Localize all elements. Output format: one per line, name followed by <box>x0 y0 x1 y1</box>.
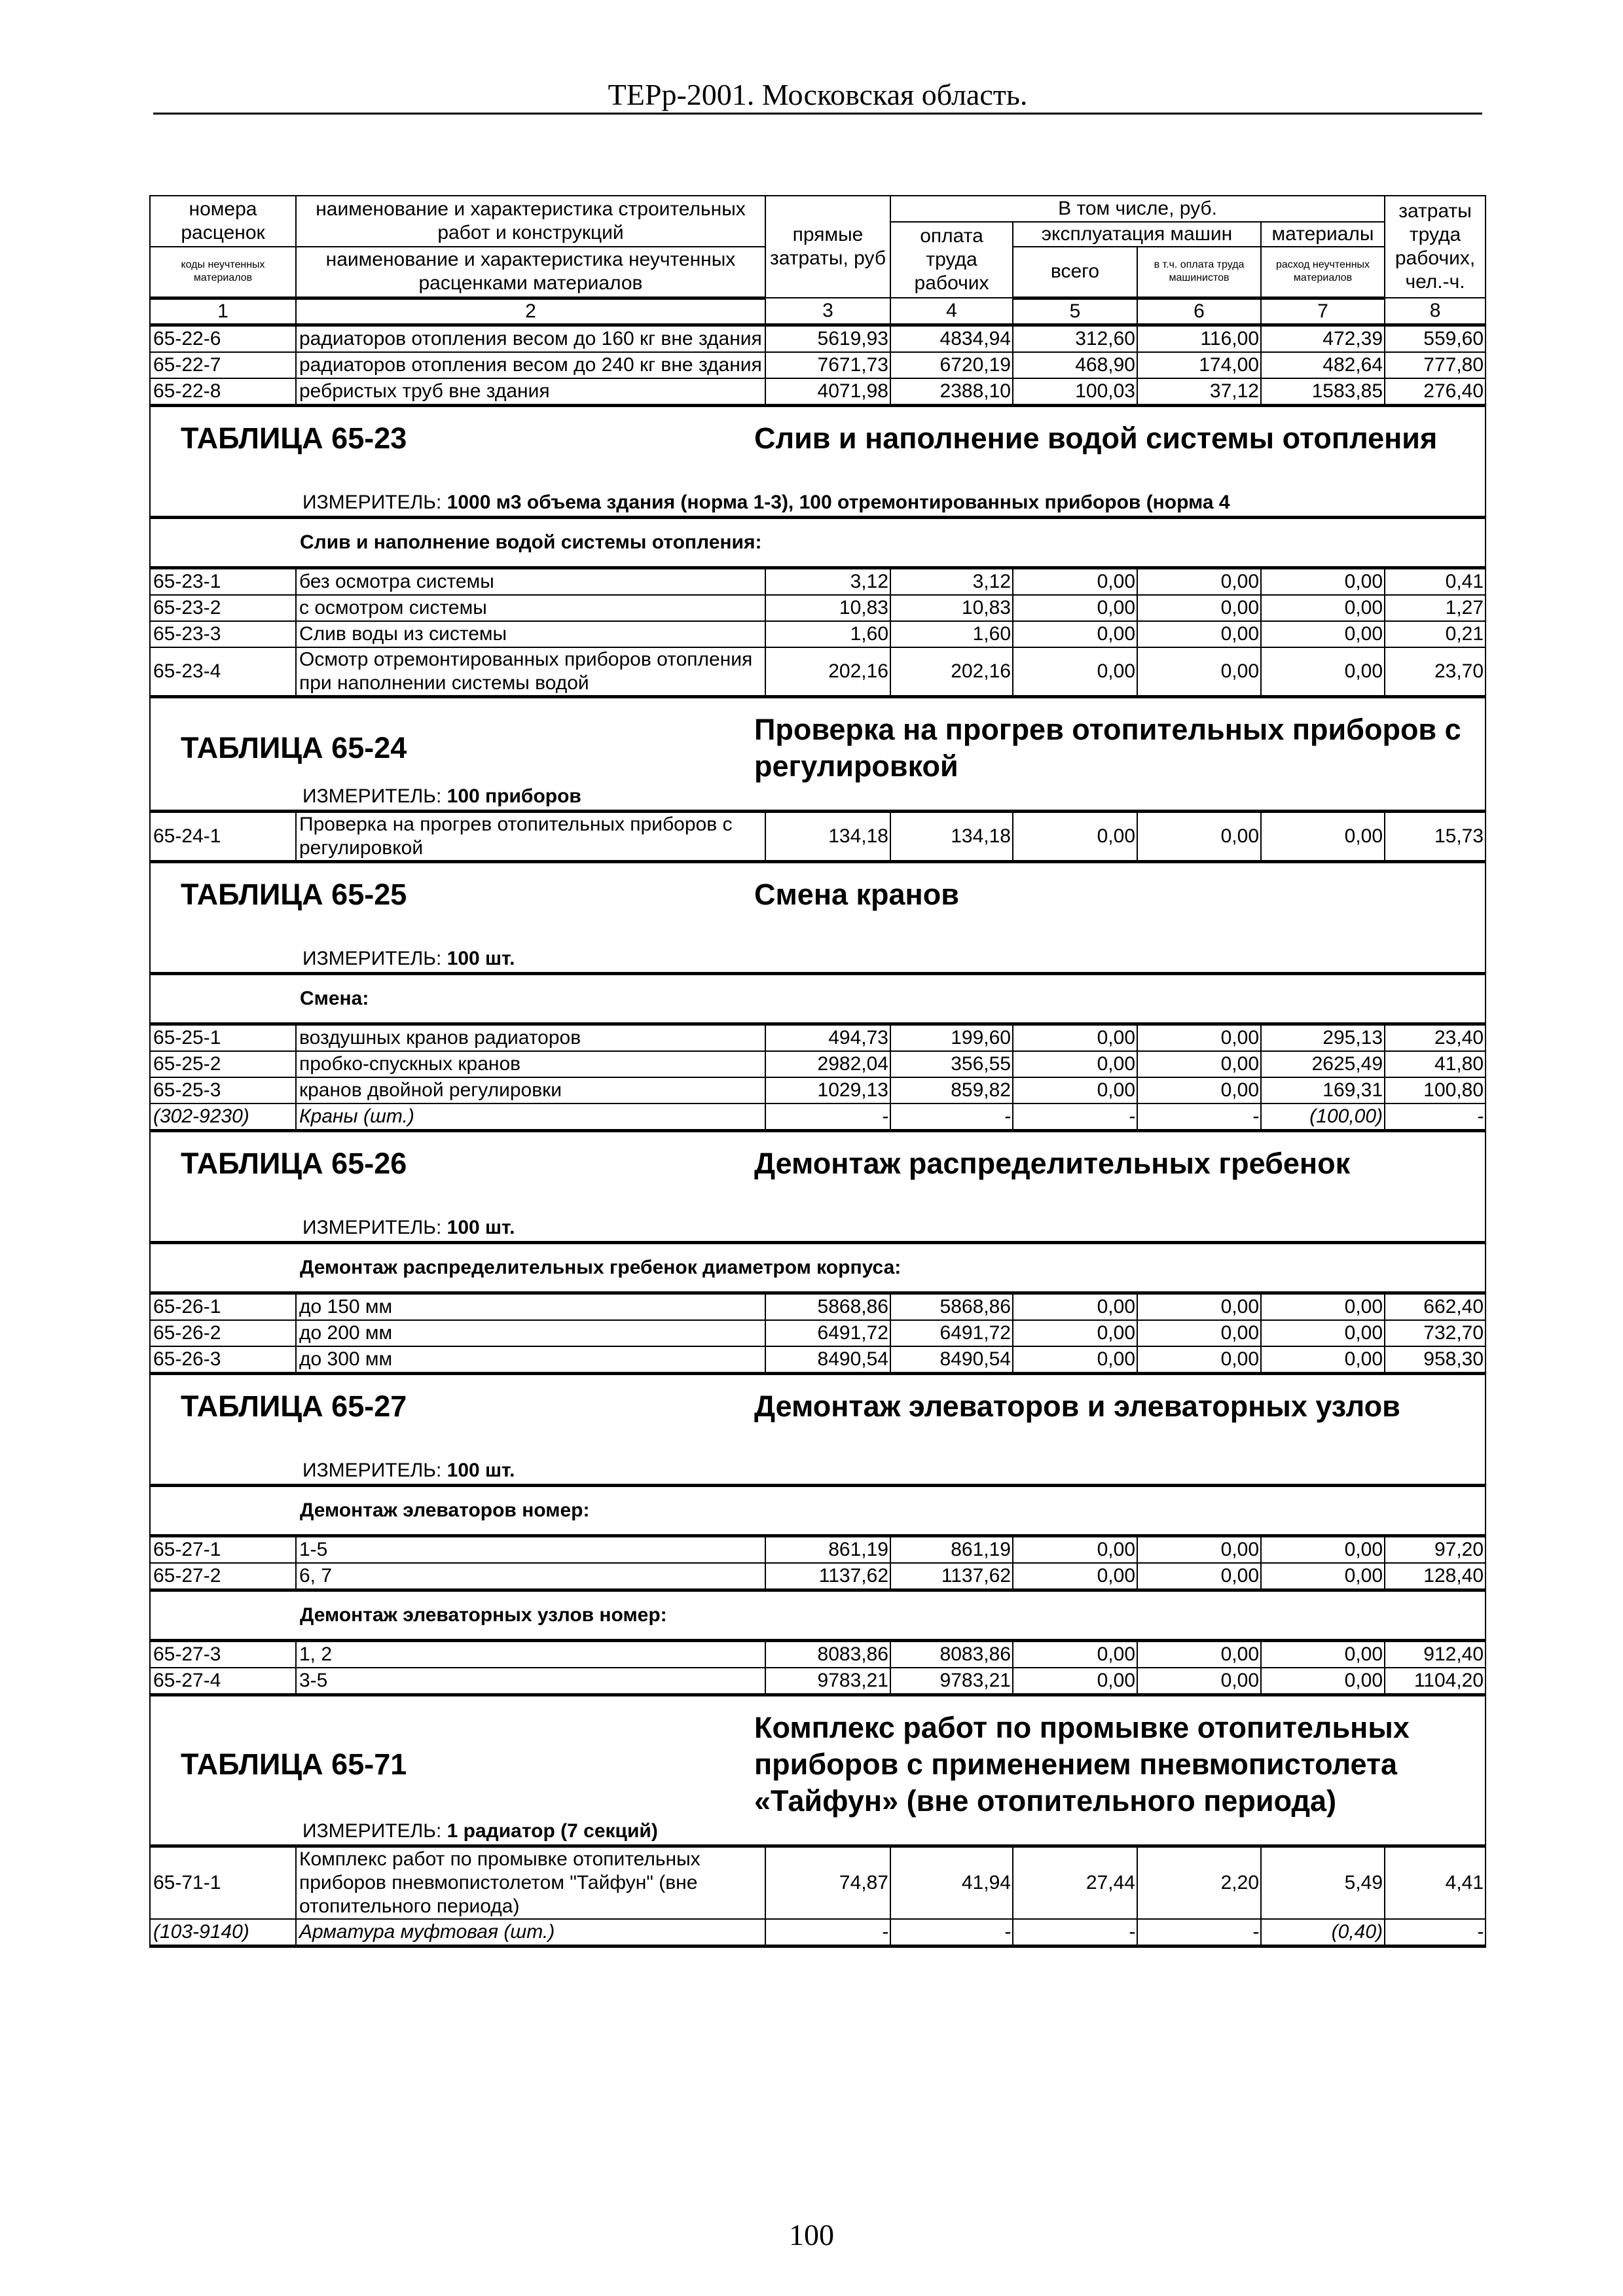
section-block <box>150 861 1486 973</box>
work-name: Осмотр отремонтированных приборов отопления при наполнении системы водой <box>296 647 765 697</box>
section-row <box>150 405 1486 517</box>
value-cell: - <box>1013 1919 1137 1946</box>
value-cell: 0,00 <box>1013 1535 1137 1563</box>
section-heading <box>151 863 1485 913</box>
value-cell: 0,00 <box>1261 595 1385 621</box>
col-number: 6 <box>1137 298 1261 325</box>
value-cell: 0,00 <box>1137 811 1261 861</box>
value-cell: 482,64 <box>1261 352 1385 378</box>
section-box <box>151 863 1485 972</box>
value-cell: 0,00 <box>1013 595 1137 621</box>
value-cell: 0,00 <box>1013 1640 1137 1668</box>
value-cell: 0,00 <box>1261 811 1385 861</box>
table-row <box>150 1535 1486 1563</box>
value-cell: 0,41 <box>1385 567 1486 595</box>
value-cell: 559,60 <box>1385 325 1486 352</box>
header-col7: расход неучтенных материалов <box>1261 247 1385 298</box>
table-row <box>150 1640 1486 1668</box>
value-cell: 276,40 <box>1385 378 1486 406</box>
value-cell: (0,40) <box>1261 1919 1385 1946</box>
value-cell: 0,00 <box>1013 1024 1137 1051</box>
value-cell: 1104,20 <box>1385 1668 1486 1695</box>
header-group: В том числе, руб. <box>890 196 1385 222</box>
work-name: до 150 мм <box>296 1293 765 1320</box>
value-cell: 23,70 <box>1385 647 1486 697</box>
col-number: 1 <box>150 298 296 325</box>
value-cell: 116,00 <box>1137 325 1261 352</box>
rate-code: 65-25-1 <box>150 1024 296 1051</box>
value-cell: 0,00 <box>1013 1346 1137 1374</box>
measure-label: ИЗМЕРИТЕЛЬ: <box>302 1459 447 1481</box>
rate-code: 65-26-1 <box>150 1293 296 1320</box>
value-cell: 468,90 <box>1013 352 1137 378</box>
value-cell: - <box>890 1103 1013 1131</box>
work-name: пробко-спускных кранов <box>296 1051 765 1077</box>
section-block <box>150 1130 1486 1242</box>
value-cell: - <box>890 1919 1013 1946</box>
table-title: Смена кранов <box>754 877 959 911</box>
header-col3: прямые затраты, руб <box>765 196 890 298</box>
work-name: 1-5 <box>296 1535 765 1563</box>
value-cell: 0,00 <box>1013 1051 1137 1077</box>
value-cell: 0,00 <box>1013 811 1137 861</box>
value-cell: 97,20 <box>1385 1535 1486 1563</box>
value-cell: 0,00 <box>1137 1640 1261 1668</box>
value-cell: 4071,98 <box>765 378 890 406</box>
measure-line <box>151 1820 1485 1844</box>
value-cell: 777,80 <box>1385 352 1486 378</box>
value-cell: 662,40 <box>1385 1293 1486 1320</box>
value-cell: 6720,19 <box>890 352 1013 378</box>
table-row <box>150 647 1486 697</box>
rate-code: 65-23-2 <box>150 595 296 621</box>
value-cell: 5619,93 <box>765 325 890 352</box>
value-cell: 732,70 <box>1385 1320 1486 1346</box>
value-cell: 0,00 <box>1261 1293 1385 1320</box>
value-cell: 0,00 <box>1013 567 1137 595</box>
measure-value: 100 приборов <box>447 785 581 807</box>
rate-code: 65-26-2 <box>150 1320 296 1346</box>
rate-code: (103-9140) <box>150 1919 296 1946</box>
section-heading <box>151 698 1485 785</box>
rate-code: 65-26-3 <box>150 1346 296 1374</box>
subheading: Демонтаж элеваторов номер: <box>150 1485 1486 1535</box>
subheading-row <box>150 517 1486 567</box>
measure-value: 1000 м3 объема здания (норма 1-3), 100 отремонтированных приборов (норма 4 <box>447 491 1230 513</box>
value-cell: 0,00 <box>1013 1077 1137 1103</box>
value-cell: 134,18 <box>890 811 1013 861</box>
value-cell: 0,00 <box>1137 1535 1261 1563</box>
value-cell: 174,00 <box>1137 352 1261 378</box>
section-row <box>150 1373 1486 1485</box>
value-cell: 1137,62 <box>765 1563 890 1590</box>
value-cell: 1,60 <box>765 621 890 647</box>
work-name: Слив воды из системы <box>296 621 765 647</box>
section-box <box>151 407 1485 516</box>
table-row <box>150 352 1486 378</box>
value-cell: 5,49 <box>1261 1846 1385 1919</box>
value-cell: 23,40 <box>1385 1024 1486 1051</box>
section-row <box>150 861 1486 973</box>
value-cell: 494,73 <box>765 1024 890 1051</box>
rate-code: 65-71-1 <box>150 1846 296 1919</box>
table-number: ТАБЛИЦА 65-25 <box>181 877 407 911</box>
col-number: 7 <box>1261 298 1385 325</box>
value-cell: - <box>765 1919 890 1946</box>
value-cell: 8083,86 <box>765 1640 890 1668</box>
section-box <box>151 698 1485 810</box>
col-number: 5 <box>1013 298 1137 325</box>
rate-code: 65-23-3 <box>150 621 296 647</box>
value-cell: 6491,72 <box>765 1320 890 1346</box>
measure-label: ИЗМЕРИТЕЛЬ: <box>302 947 447 969</box>
section-box <box>151 1375 1485 1484</box>
value-cell: 199,60 <box>890 1024 1013 1051</box>
subheading-row <box>150 1485 1486 1535</box>
value-cell: 8490,54 <box>890 1346 1013 1374</box>
section-row <box>150 1695 1486 1846</box>
section-block <box>150 696 1486 811</box>
header-materials: материалы <box>1261 222 1385 247</box>
value-cell: 3,12 <box>890 567 1013 595</box>
value-cell: 0,00 <box>1137 621 1261 647</box>
rate-code: 65-27-3 <box>150 1640 296 1668</box>
table-row <box>150 378 1486 406</box>
value-cell: 0,00 <box>1137 1024 1261 1051</box>
table-row <box>150 1103 1486 1131</box>
measure-label: ИЗМЕРИТЕЛЬ: <box>302 785 447 807</box>
value-cell: 2388,10 <box>890 378 1013 406</box>
value-cell: 1029,13 <box>765 1077 890 1103</box>
rate-code: 65-23-1 <box>150 567 296 595</box>
table-row <box>150 1293 1486 1320</box>
header-col1-bottom: коды неучтенных материалов <box>150 247 296 298</box>
value-cell: 859,82 <box>890 1077 1013 1103</box>
measure-label: ИЗМЕРИТЕЛЬ: <box>302 1216 447 1238</box>
value-cell: 134,18 <box>765 811 890 861</box>
rate-code: 65-27-4 <box>150 1668 296 1695</box>
table-row <box>150 1563 1486 1590</box>
subheading: Демонтаж элеваторных узлов номер: <box>150 1590 1486 1640</box>
value-cell: 0,00 <box>1137 567 1261 595</box>
table-row <box>150 1320 1486 1346</box>
table-row <box>150 621 1486 647</box>
table-row <box>150 811 1486 861</box>
col-number: 4 <box>890 298 1013 325</box>
rate-code: 65-22-7 <box>150 352 296 378</box>
table-number: ТАБЛИЦА 65-26 <box>181 1146 407 1180</box>
value-cell: 1137,62 <box>890 1563 1013 1590</box>
value-cell: 0,00 <box>1013 621 1137 647</box>
header-col2-top: наименование и характеристика строительных работ и конструкций <box>296 196 765 247</box>
subheading: Демонтаж распределительных гребенок диаметром корпуса: <box>150 1242 1486 1293</box>
value-cell: 3,12 <box>765 567 890 595</box>
subheading: Слив и наполнение водой системы отопления: <box>150 517 1486 567</box>
work-name: Краны (шт.) <box>296 1103 765 1131</box>
value-cell: 41,80 <box>1385 1051 1486 1077</box>
measure-line <box>151 1459 1485 1484</box>
work-name: до 300 мм <box>296 1346 765 1374</box>
value-cell: 912,40 <box>1385 1640 1486 1668</box>
col-number: 3 <box>765 298 890 325</box>
value-cell: - <box>765 1103 890 1131</box>
work-name: ребристых труб вне здания <box>296 378 765 406</box>
value-cell: 41,94 <box>890 1846 1013 1919</box>
value-cell: 0,00 <box>1137 1563 1261 1590</box>
rate-code: 65-22-8 <box>150 378 296 406</box>
measure-label: ИЗМЕРИТЕЛЬ: <box>302 1820 447 1842</box>
value-cell: 10,83 <box>765 595 890 621</box>
value-cell: - <box>1385 1919 1486 1946</box>
value-cell: 6491,72 <box>890 1320 1013 1346</box>
value-cell: 0,00 <box>1261 621 1385 647</box>
value-cell: 202,16 <box>765 647 890 697</box>
section-row <box>150 696 1486 811</box>
work-name: радиаторов отопления весом до 160 кг вне здания <box>296 325 765 352</box>
value-cell: 0,00 <box>1137 647 1261 697</box>
value-cell: 0,00 <box>1261 1668 1385 1695</box>
header-machines: эксплуатация машин <box>1013 222 1261 247</box>
table-row <box>150 1077 1486 1103</box>
header-col8: затраты труда рабочих, чел.-ч. <box>1385 196 1486 298</box>
table-number: ТАБЛИЦА 65-24 <box>181 730 407 764</box>
value-cell: 0,00 <box>1137 1668 1261 1695</box>
value-cell: 7671,73 <box>765 352 890 378</box>
value-cell: 0,00 <box>1137 1346 1261 1374</box>
work-name: радиаторов отопления весом до 240 кг вне здания <box>296 352 765 378</box>
subheading-row <box>150 1242 1486 1293</box>
table-title: Комплекс работ по промывке отопительных приборов с применением пневмопистолета «Тайфун» (вне отопительного периода) <box>754 1710 1410 1818</box>
value-cell: 295,13 <box>1261 1024 1385 1051</box>
work-name: Арматура муфтовая (шт.) <box>296 1919 765 1946</box>
value-cell: 169,31 <box>1261 1077 1385 1103</box>
value-cell: 74,87 <box>765 1846 890 1919</box>
subheading-row <box>150 1590 1486 1640</box>
value-cell: 861,19 <box>890 1535 1013 1563</box>
value-cell: 100,80 <box>1385 1077 1486 1103</box>
table-row <box>150 1846 1486 1919</box>
section-block <box>150 1695 1486 1846</box>
measure-line <box>151 947 1485 972</box>
subheading-row <box>150 973 1486 1024</box>
value-cell: 0,00 <box>1261 1563 1385 1590</box>
value-cell: 2,20 <box>1137 1846 1261 1919</box>
value-cell: 4834,94 <box>890 325 1013 352</box>
value-cell: - <box>1137 1103 1261 1131</box>
work-name: Проверка на прогрев отопительных приборов с регулировкой <box>296 811 765 861</box>
header-col2-bottom: наименование и характеристика неучтенных расценками материалов <box>296 247 765 298</box>
table-row <box>150 567 1486 595</box>
work-name: 1, 2 <box>296 1640 765 1668</box>
value-cell: 0,00 <box>1261 1640 1385 1668</box>
table-row <box>150 1051 1486 1077</box>
table-number: ТАБЛИЦА 65-23 <box>181 421 407 455</box>
value-cell: 0,00 <box>1013 647 1137 697</box>
section-heading <box>151 1132 1485 1182</box>
value-cell: 4,41 <box>1385 1846 1486 1919</box>
value-cell: 27,44 <box>1013 1846 1137 1919</box>
value-cell: 37,12 <box>1137 378 1261 406</box>
table-row <box>150 595 1486 621</box>
value-cell: 0,00 <box>1261 647 1385 697</box>
section-block <box>150 1373 1486 1485</box>
work-name: 6, 7 <box>296 1563 765 1590</box>
value-cell: 472,39 <box>1261 325 1385 352</box>
value-cell: 0,21 <box>1385 621 1486 647</box>
value-cell: - <box>1385 1103 1486 1131</box>
col-number: 8 <box>1385 298 1486 325</box>
document-header: ТЕРр-2001. Московская область. <box>608 78 1028 111</box>
value-cell: (100,00) <box>1261 1103 1385 1131</box>
value-cell: 0,00 <box>1137 1077 1261 1103</box>
measure-line <box>151 491 1485 516</box>
rate-code: 65-22-6 <box>150 325 296 352</box>
value-cell: 100,03 <box>1013 378 1137 406</box>
table-row <box>150 1919 1486 1946</box>
value-cell: 0,00 <box>1261 1535 1385 1563</box>
value-cell: 128,40 <box>1385 1563 1486 1590</box>
rate-code: 65-23-4 <box>150 647 296 697</box>
value-cell: 1583,85 <box>1261 378 1385 406</box>
table-number: ТАБЛИЦА 65-71 <box>181 1747 407 1781</box>
header-col4: оплата труда рабочих <box>890 222 1013 298</box>
table-number: ТАБЛИЦА 65-27 <box>181 1389 407 1423</box>
value-cell: 1,27 <box>1385 595 1486 621</box>
section-box <box>151 1132 1485 1241</box>
table-title: Демонтаж элеваторов и элеваторных узлов <box>754 1389 1400 1423</box>
value-cell: 8490,54 <box>765 1346 890 1374</box>
work-name: без осмотра системы <box>296 567 765 595</box>
value-cell: 861,19 <box>765 1535 890 1563</box>
section-block <box>150 405 1486 517</box>
value-cell: 0,00 <box>1137 1320 1261 1346</box>
rate-code: 65-25-2 <box>150 1051 296 1077</box>
section-box <box>151 1696 1485 1844</box>
price-table <box>149 195 1486 1948</box>
value-cell: 0,00 <box>1013 1668 1137 1695</box>
measure-value: 1 радиатор (7 секций) <box>447 1820 658 1842</box>
measure-value: 100 шт. <box>447 1459 515 1481</box>
section-heading <box>151 1696 1485 1820</box>
value-cell: 0,00 <box>1013 1293 1137 1320</box>
value-cell: 202,16 <box>890 647 1013 697</box>
table-title: Слив и наполнение водой системы отопления <box>754 421 1438 455</box>
work-name: с осмотром системы <box>296 595 765 621</box>
work-name: до 200 мм <box>296 1320 765 1346</box>
value-cell: 0,00 <box>1137 1051 1261 1077</box>
rate-code: 65-25-3 <box>150 1077 296 1103</box>
value-cell: 10,83 <box>890 595 1013 621</box>
value-cell: 0,00 <box>1137 595 1261 621</box>
value-cell: 5868,86 <box>890 1293 1013 1320</box>
measure-label: ИЗМЕРИТЕЛЬ: <box>302 491 447 513</box>
measure-line <box>151 1216 1485 1241</box>
rate-code: 65-27-1 <box>150 1535 296 1563</box>
page-number: 100 <box>789 2218 834 2251</box>
value-cell: 0,00 <box>1013 1320 1137 1346</box>
value-cell: 312,60 <box>1013 325 1137 352</box>
col-number: 2 <box>296 298 765 325</box>
rate-code: (302-9230) <box>150 1103 296 1131</box>
value-cell: 1,60 <box>890 621 1013 647</box>
work-name: 3-5 <box>296 1668 765 1695</box>
value-cell: - <box>1013 1103 1137 1131</box>
value-cell: 2625,49 <box>1261 1051 1385 1077</box>
table-row <box>150 1024 1486 1051</box>
table-row <box>150 325 1486 352</box>
work-name: кранов двойной регулировки <box>296 1077 765 1103</box>
measure-value: 100 шт. <box>447 947 515 969</box>
section-heading <box>151 407 1485 457</box>
subheading: Смена: <box>150 973 1486 1024</box>
measure-value: 100 шт. <box>447 1216 515 1238</box>
value-cell: 8083,86 <box>890 1640 1013 1668</box>
section-row <box>150 1130 1486 1242</box>
table-title: Демонтаж распределительных гребенок <box>754 1146 1351 1180</box>
value-cell: - <box>1137 1919 1261 1946</box>
value-cell: 5868,86 <box>765 1293 890 1320</box>
rate-code: 65-24-1 <box>150 811 296 861</box>
header-col1-top: номера расценок <box>150 196 296 247</box>
work-name: воздушных кранов радиаторов <box>296 1024 765 1051</box>
measure-line <box>151 785 1485 810</box>
value-cell: 0,00 <box>1261 1346 1385 1374</box>
table-row <box>150 1668 1486 1695</box>
work-name: Комплекс работ по промывке отопительных приборов пневмопистолетом "Тайфун" (вне отопительного периода) <box>296 1846 765 1919</box>
value-cell: 0,00 <box>1013 1563 1137 1590</box>
value-cell: 356,55 <box>890 1051 1013 1077</box>
value-cell: 0,00 <box>1137 1293 1261 1320</box>
table-row <box>150 1346 1486 1374</box>
value-cell: 2982,04 <box>765 1051 890 1077</box>
value-cell: 9783,21 <box>890 1668 1013 1695</box>
table-title: Проверка на прогрев отопительных приборов с регулировкой <box>754 712 1461 783</box>
rate-code: 65-27-2 <box>150 1563 296 1590</box>
value-cell: 0,00 <box>1261 1320 1385 1346</box>
value-cell: 958,30 <box>1385 1346 1486 1374</box>
header-col6: в т.ч. оплата труда машинистов <box>1137 247 1261 298</box>
header-rule <box>153 113 1482 115</box>
value-cell: 9783,21 <box>765 1668 890 1695</box>
section-heading <box>151 1375 1485 1425</box>
header-col5: всего <box>1013 247 1137 298</box>
value-cell: 15,73 <box>1385 811 1486 861</box>
value-cell: 0,00 <box>1261 567 1385 595</box>
